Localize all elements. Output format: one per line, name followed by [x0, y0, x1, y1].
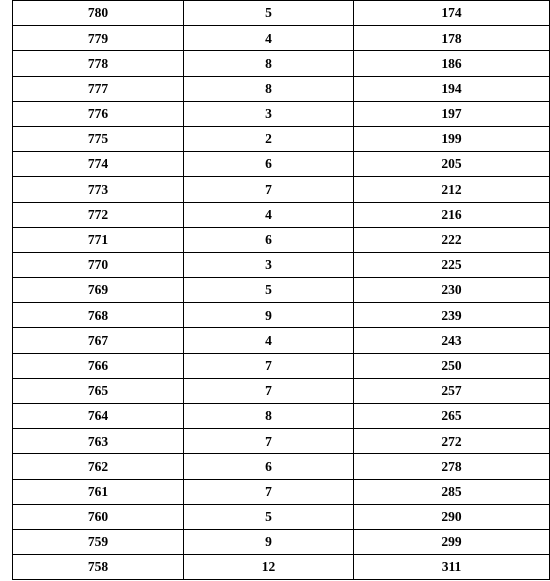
table-row: [13, 76, 550, 101]
table-row: [13, 1, 550, 26]
cumulative-cell: 265: [354, 404, 550, 429]
cumulative-cell: 194: [354, 76, 550, 101]
count-cell: 4: [184, 328, 354, 353]
count-cell: 4: [184, 26, 354, 51]
cumulative-cell: 199: [354, 126, 550, 151]
count-cell: 5: [184, 504, 354, 529]
count-cell: 8: [184, 51, 354, 76]
score-cell: 766: [13, 353, 184, 378]
table-row: [13, 504, 550, 529]
cumulative-cell: 174: [354, 1, 550, 26]
cumulative-cell: 178: [354, 26, 550, 51]
count-cell: 9: [184, 529, 354, 554]
score-cell: 765: [13, 378, 184, 403]
cumulative-cell: 239: [354, 303, 550, 328]
table-row: [13, 529, 550, 554]
table-row: [13, 26, 550, 51]
cumulative-cell: 212: [354, 177, 550, 202]
score-cell: 771: [13, 227, 184, 252]
count-cell: 6: [184, 227, 354, 252]
cumulative-cell: 197: [354, 101, 550, 126]
table-row: [13, 303, 550, 328]
cumulative-cell: 225: [354, 252, 550, 277]
score-cell: 760: [13, 504, 184, 529]
cumulative-cell: 257: [354, 378, 550, 403]
score-cell: 774: [13, 152, 184, 177]
table-row: [13, 101, 550, 126]
table-row: [13, 152, 550, 177]
score-cell: 759: [13, 529, 184, 554]
cumulative-cell: 272: [354, 429, 550, 454]
count-cell: 8: [184, 76, 354, 101]
count-cell: 6: [184, 454, 354, 479]
score-cell: 777: [13, 76, 184, 101]
count-cell: 5: [184, 278, 354, 303]
count-cell: 8: [184, 404, 354, 429]
table-row: [13, 278, 550, 303]
score-cell: 775: [13, 126, 184, 151]
count-cell: 2: [184, 126, 354, 151]
count-cell: 3: [184, 252, 354, 277]
score-cell: 761: [13, 479, 184, 504]
count-cell: 9: [184, 303, 354, 328]
score-cell: 770: [13, 252, 184, 277]
count-cell: 3: [184, 101, 354, 126]
score-cell: 779: [13, 26, 184, 51]
count-cell: 7: [184, 378, 354, 403]
table-row: [13, 378, 550, 403]
table-row: [13, 202, 550, 227]
table-row: [13, 454, 550, 479]
score-cell: 762: [13, 454, 184, 479]
score-cell: 778: [13, 51, 184, 76]
cumulative-cell: 285: [354, 479, 550, 504]
cumulative-cell: 222: [354, 227, 550, 252]
table-row: [13, 479, 550, 504]
cumulative-cell: 216: [354, 202, 550, 227]
score-cell: 780: [13, 1, 184, 26]
table-row: [13, 227, 550, 252]
table-row: [13, 51, 550, 76]
cumulative-cell: 311: [354, 555, 550, 580]
cumulative-cell: 243: [354, 328, 550, 353]
score-cell: 764: [13, 404, 184, 429]
table-row: [13, 404, 550, 429]
cumulative-cell: 250: [354, 353, 550, 378]
count-cell: 12: [184, 555, 354, 580]
score-cell: 758: [13, 555, 184, 580]
count-cell: 7: [184, 479, 354, 504]
table-row: [13, 429, 550, 454]
table-row: [13, 177, 550, 202]
score-cell: 772: [13, 202, 184, 227]
cumulative-cell: 186: [354, 51, 550, 76]
score-table: [12, 0, 550, 580]
score-cell: 768: [13, 303, 184, 328]
table-row: [13, 555, 550, 580]
table-row: [13, 328, 550, 353]
score-cell: 769: [13, 278, 184, 303]
count-cell: 5: [184, 1, 354, 26]
table-row: [13, 126, 550, 151]
count-cell: 7: [184, 353, 354, 378]
count-cell: 7: [184, 177, 354, 202]
score-cell: 773: [13, 177, 184, 202]
cumulative-cell: 230: [354, 278, 550, 303]
score-cell: 763: [13, 429, 184, 454]
table-row: [13, 353, 550, 378]
count-cell: 7: [184, 429, 354, 454]
cumulative-cell: 278: [354, 454, 550, 479]
count-cell: 4: [184, 202, 354, 227]
score-cell: 776: [13, 101, 184, 126]
cumulative-cell: 290: [354, 504, 550, 529]
cumulative-cell: 205: [354, 152, 550, 177]
cumulative-cell: 299: [354, 529, 550, 554]
count-cell: 6: [184, 152, 354, 177]
table-row: [13, 252, 550, 277]
table-body: [13, 1, 550, 580]
score-cell: 767: [13, 328, 184, 353]
